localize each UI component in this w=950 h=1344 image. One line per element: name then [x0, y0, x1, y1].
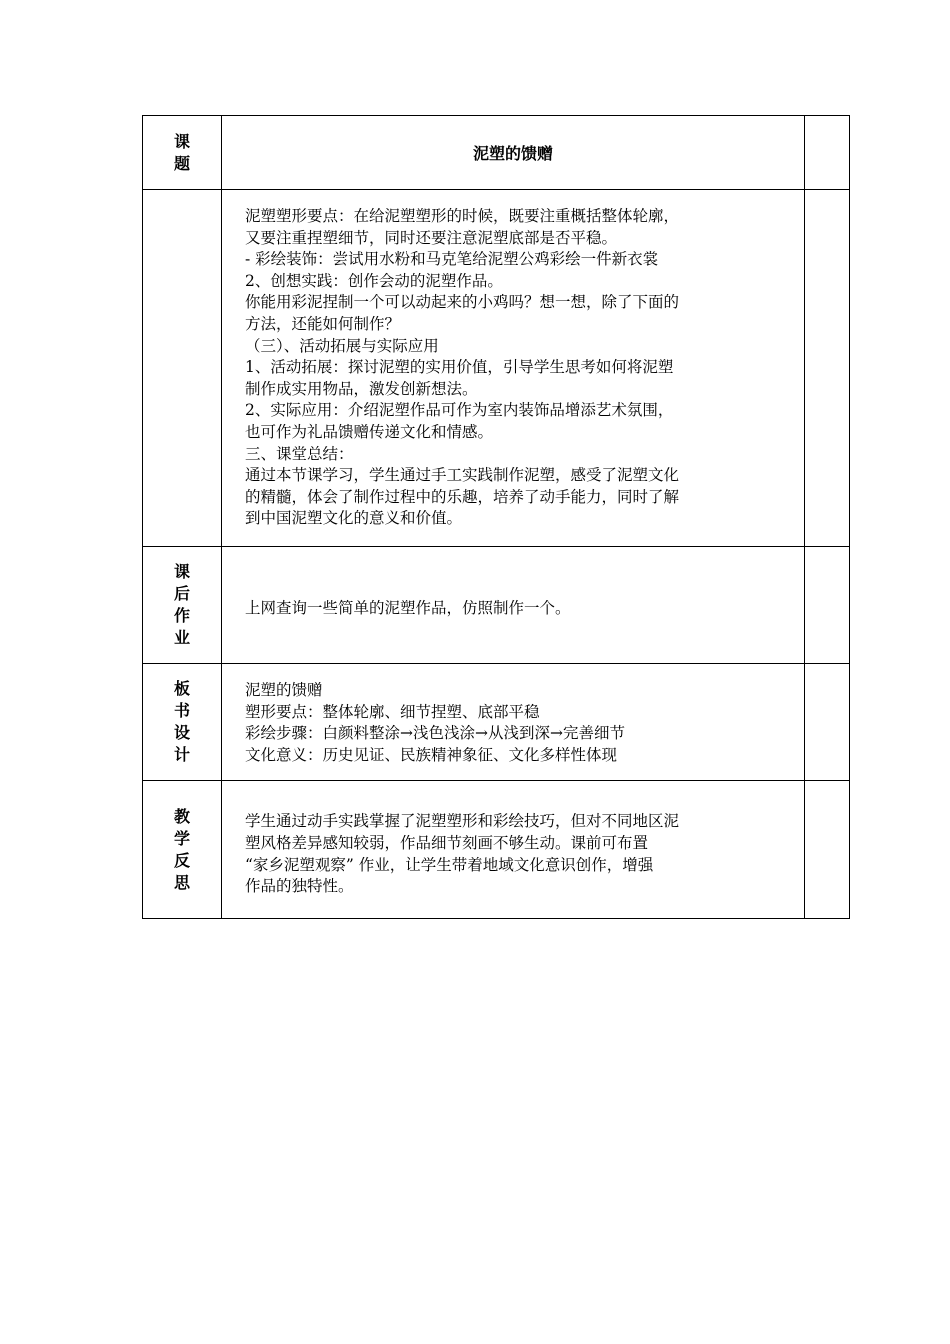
- process-line: 方法，还能如何制作？: [245, 314, 401, 333]
- reflection-line: “家乡泥塑观察” 作业，让学生带着地域文化意识创作，增强: [245, 855, 654, 874]
- process-line: - 彩绘装饰：尝试用水粉和马克笔给泥塑公鸡彩绘一件新衣裳: [245, 250, 659, 269]
- board-line: 文化意义：历史见证、民族精神象征、文化多样性体现: [245, 745, 618, 764]
- board-label-char: 板: [173, 679, 190, 698]
- homework-label-char: 后: [173, 584, 190, 603]
- homework-content: [222, 547, 805, 664]
- board-line: 塑形要点：整体轮廓、细节捏塑、底部平稳: [245, 702, 540, 721]
- homework-label-char: 作: [173, 606, 190, 625]
- process-extra-cell: [805, 190, 850, 547]
- reflection-label-char: 反: [173, 850, 190, 870]
- reflection-line: 作品的独特性。: [245, 877, 354, 896]
- process-line: 1、活动拓展：探讨泥塑的实用价值，引导学生思考如何将泥塑: [245, 358, 674, 377]
- homework-label-char: 课: [173, 562, 190, 581]
- homework-row: [143, 547, 850, 664]
- homework-label-char: 业: [173, 628, 190, 647]
- title-extra-cell: [805, 116, 850, 190]
- reflection-extra-cell: [805, 781, 850, 919]
- reflection-label-char: 学: [173, 828, 190, 848]
- process-line: 到中国泥塑文化的意义和价值。: [245, 509, 463, 528]
- process-line: 也可作为礼品馈赠传递文化和情感。: [245, 422, 494, 441]
- board-line: 泥塑的馈赠: [245, 681, 323, 699]
- reflection-row: [143, 781, 850, 919]
- board-content: [222, 664, 805, 781]
- board-design-row: [143, 664, 850, 781]
- title-label-cell: [143, 116, 222, 190]
- process-line: 泥塑塑形要点：在给泥塑塑形的时候，既要注重概括整体轮廓，: [245, 207, 680, 225]
- homework-label-cell: [143, 547, 222, 664]
- title-row: [143, 116, 850, 190]
- board-label-char: 计: [173, 745, 190, 764]
- process-line: 制作成实用物品，激发创新想法。: [245, 379, 478, 398]
- process-line: 2、实际应用：介绍泥塑作品可作为室内装饰品增添艺术氛围，: [245, 401, 674, 420]
- board-label-cell: [143, 664, 222, 781]
- reflection-line: 塑风格差异感知较弱，作品细节刻画不够生动。课前可布置: [245, 833, 649, 852]
- title-label-char: 课: [173, 131, 190, 151]
- process-label-cell: [143, 190, 222, 547]
- reflection-line: 学生通过动手实践掌握了泥塑塑形和彩绘技巧，但对不同地区泥: [245, 812, 680, 831]
- homework-text: 上网查询一些简单的泥塑作品，仿照制作一个。: [245, 599, 571, 618]
- reflection-label-cell: [143, 781, 222, 919]
- board-label-char: 设: [173, 723, 190, 742]
- process-line: 三、课堂总结：: [245, 444, 354, 463]
- process-line: 2、创想实践：创作会动的泥塑作品。: [245, 271, 503, 290]
- process-line: 的精髓，体会了制作过程中的乐趣，培养了动手能力，同时了解: [245, 487, 680, 506]
- process-content: [222, 190, 805, 547]
- process-line: 通过本节课学习，学生通过手工实践制作泥塑，感受了泥塑文化: [245, 466, 680, 485]
- board-extra-cell: [805, 664, 850, 781]
- process-line: 又要注重捏塑细节，同时还要注意泥塑底部是否平稳。: [245, 228, 618, 247]
- process-row: [143, 190, 850, 547]
- reflection-label-char: 教: [173, 806, 190, 826]
- board-line: 彩绘步骤：白颜料整涂→浅色浅涂→从浅到深→完善细节: [245, 724, 625, 743]
- board-label-char: 书: [173, 701, 190, 720]
- process-line: （三）、活动拓展与实际应用: [245, 336, 439, 355]
- reflection-label-char: 思: [173, 872, 190, 892]
- process-line: 你能用彩泥捏制一个可以动起来的小鸡吗？想一想，除了下面的: [245, 293, 680, 312]
- title-label-char: 题: [173, 153, 190, 173]
- reflection-content: [222, 781, 805, 919]
- lesson-plan-table: [142, 115, 850, 919]
- lesson-title: 泥塑的馈赠: [222, 116, 805, 190]
- homework-extra-cell: [805, 547, 850, 664]
